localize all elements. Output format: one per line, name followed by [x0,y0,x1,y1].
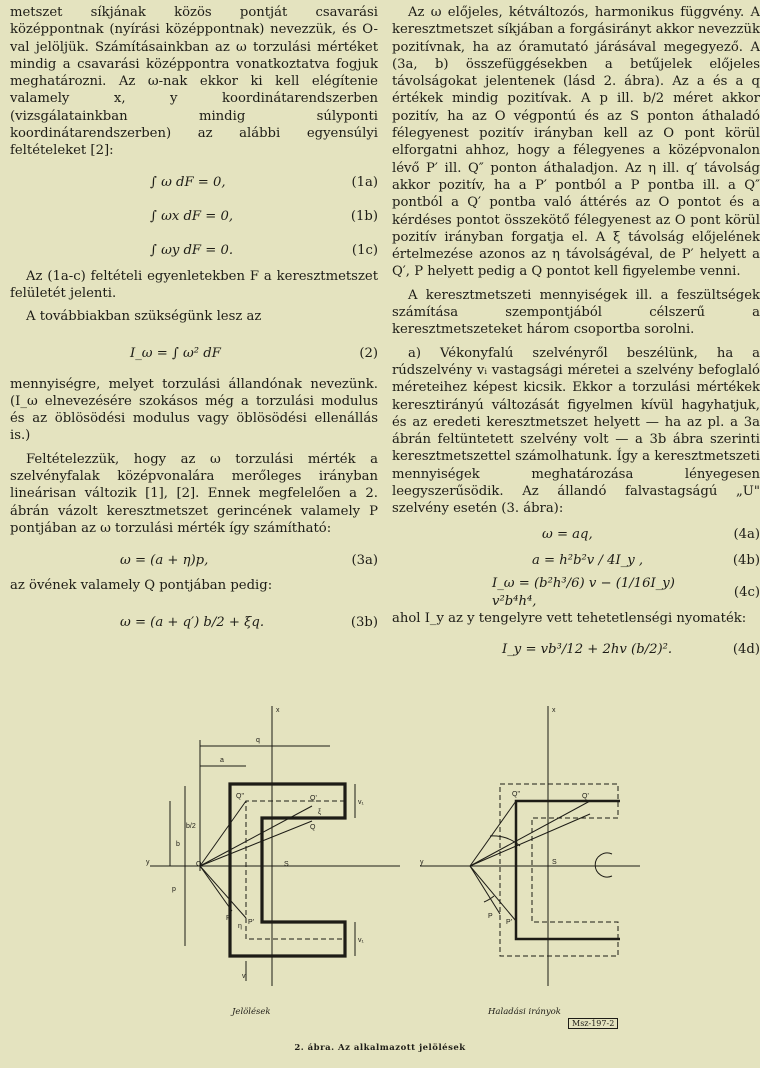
paragraph: Feltételezzük, hogy az ω torzulási mérték a szelvényfalak középvonalára merőleges irányban lineárisan változik [1], [2]. Ennek megfelelően a 2. ábrán vázolt keresztmetszet gerincének valamely P pontjában az ω torzulási mérték így számítható: [10,451,378,536]
paragraph: Az ω előjeles, kétváltozós, harmonikus függvény. A keresztmetszet síkjában a forgásirányt akkor nevezzük pozitívnak, ha az óramutató járásával megegyező. A (3a, b) összefüggésekben a betűjelek előjeles távolságokat jelentenek (lásd 2. ábra). Az a és a q értékek mindig pozitívak. A p ill. b/2 méret akkor pozitív, ha az O végpontú és az S ponton áthaladó félegyenest pozitív irányban kell az O pont körül elforgatni ahhoz, hogy a félegyenes a középvonalon lévő P′ ill. Q″ ponton áthaladjon. Az η ill. q′ távolság akkor pozitív, ha a P′ pontból a P pontba ill. a Q″ pontból a Q′ pontba való áttérés az O pontot és a kérdéses pontot összekötő félegyenest az O pont körül pozitív irányban forgatja el. A ξ távolság előjelének értelmezése azonos az η távolságéval, de P′ helyett a Q′, P helyett pedig a Q pontot kell figyelembe venni. [392,5,760,280]
dim-b: b [176,841,180,848]
dim-xi: ξ [318,809,322,816]
axis-label-y: y [146,859,150,866]
right-figure-label: Haladási irányok [488,1007,561,1017]
paragraph: ahol I_y az y tengelyre vett tehetetlenségi nyomaték: [392,610,747,626]
point-O: O [196,861,202,868]
equation-4b: a = h²b²v / 4I_y , (4b) [532,552,760,568]
paragraph: metszet síkjának közös pontját csavarási középpontnak (nyírási középpontnak) nevezzük, és O-val jelöljük. Számításainkban az ω torzulási mértéket mindig a csavarási középpontra vonatkoztatva fogjuk meghatározni. Az ω-nak ekkor ki kell elégítenie valamely x, y koordinátarendszerben (vizsgálatainkban mindig súlyponti koordinátarendszerben) az alábbi egyensúlyi feltételeket [2]: [10,5,378,159]
equation-1a: ∫ ω dF = 0, (1a) [150,175,378,191]
equation-2: I_ω = ∫ ω² dF (2) [130,345,378,361]
point-Q-prime-right: Q' [582,793,589,800]
paragraph: az övének valamely Q pontjában pedig: [10,578,273,594]
point-Q-dprime-right: Q" [512,791,520,798]
left-figure [150,706,400,986]
point-Q-dprime: Q" [236,793,244,800]
equation-1b: ∫ ωx dF = 0, (1b) [150,209,378,225]
paragraph: A továbbiakban szükségünk lesz az [26,309,262,325]
point-S-right: S [552,859,557,866]
axis-label-x: x [276,707,280,714]
dim-b-half: b/2 [186,823,196,830]
equation-3a: ω = (a + η)p, (3a) [120,552,378,568]
figure-stamp: Msz-197-2 [568,1018,618,1029]
dim-v2: v₁ [358,937,364,944]
figure-caption: 2. ábra. Az alkalmazott jelölések [294,1043,466,1053]
left-figure-label: Jelölések [232,1007,271,1017]
point-S: S [284,861,289,868]
equation-4c: I_ω = (b²h³/6) v − (1/16I_y) v²b⁴h⁴, (4c) [492,576,760,609]
equation-3b: ω = (a + q′) b/2 + ξq. (3b) [120,614,378,630]
point-P-prime-right: P' [506,919,513,926]
equation-4a: ω = aq, (4a) [542,526,760,542]
axis-label-y-right: y [420,859,424,866]
right-figure [420,706,640,986]
equation-1c: ∫ ωy dF = 0. (1c) [150,243,378,259]
point-Q: Q [310,824,316,831]
left-column [10,4,378,645]
paragraph: Az (1a-c) feltételi egyenletekben F a keresztmetszet felületét jelenti. [10,268,378,301]
dim-vi: vᵢ [242,973,247,980]
point-P-right: P [488,913,493,920]
section-outline-right [500,784,618,956]
section-outline [230,784,345,956]
dim-eta: η [238,923,242,930]
point-P: P [226,915,231,922]
paragraph: A keresztmetszeti mennyiségek ill. a feszültségek számítása szempontjából célszerű a keresztmetszeteket három csoportba sorolni. [392,287,760,338]
paragraph: a) Vékonyfalú szelvényről beszélünk, ha a rúdszelvény vᵢ vastagsági méretei a szelvény befoglaló méreteihez képest kicsik. Ekkor a torzulási mértékek keresztirányú változását figyelmen kívül hagyhatjuk, és az eredeti keresztmetszet helyett — ha az pl. a 3a ábrán feltüntetett szelvény volt — a 3b ábra szerinti keresztmetszettel számolhatunk. Így a keresztmetszeti mennyiségek meghatározása lényegesen leegyszerűsödik. Az állandó falvastagságú „U" szelvény esetén (3. ábra): [392,345,760,517]
right-column [392,4,760,667]
point-P-prime: P' [248,919,255,926]
equation-4d: I_y = vb³/12 + 2hv (b/2)². (4d) [502,642,760,658]
dim-p: p [172,886,176,893]
paragraph: mennyiségre, melyet torzulási állandónak nevezünk. (I_ω elnevezésére szokásos még a torzulási modulus és az öblösödési modulus vagy öblösödési ellenállás is.) [10,376,378,444]
dim-a: a [220,757,224,764]
dim-q: q [256,737,260,744]
point-Q-prime: Q' [310,795,317,802]
dim-v1: v₁ [358,799,364,806]
axis-label-x-right: x [552,707,556,714]
figure-2 [0,696,760,1068]
